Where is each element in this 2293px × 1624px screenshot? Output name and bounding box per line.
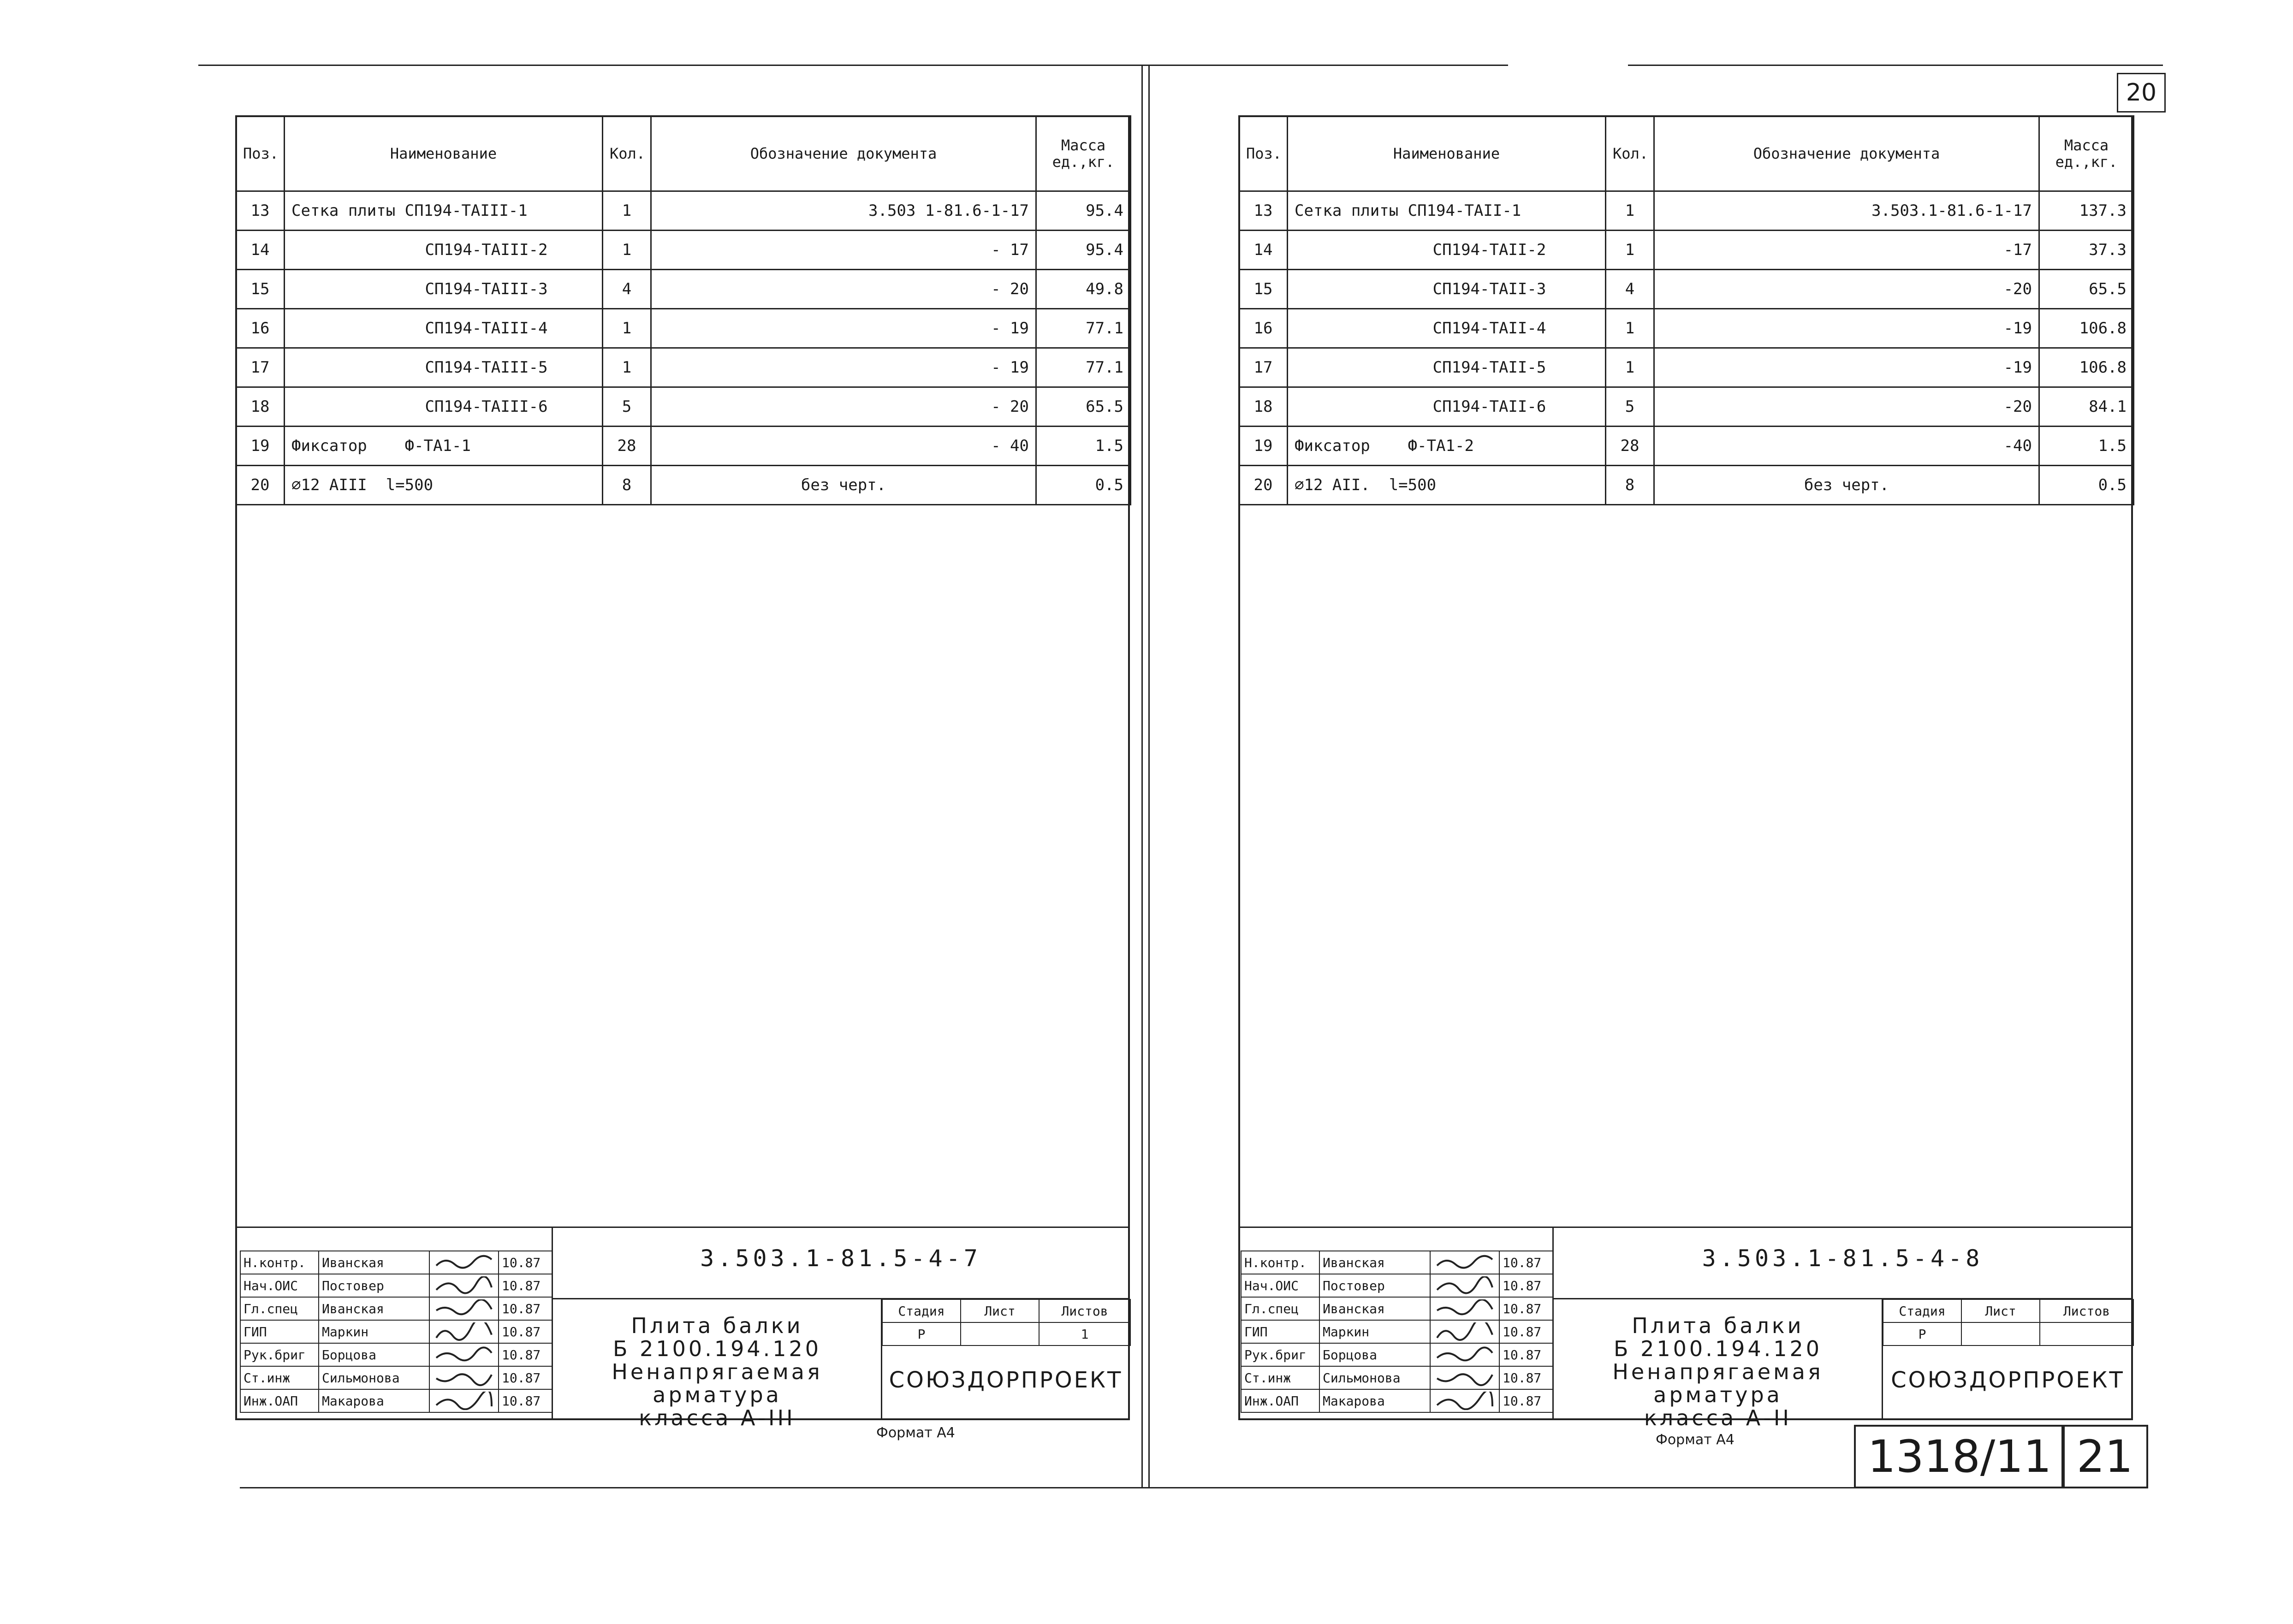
col-name-header: Наименование [1288,116,1606,191]
signature-row: Инж.ОАП Макарова 10.87 [1241,1389,1553,1412]
page-number-top: 20 [2117,73,2166,113]
stage-value-row: Р 1 [882,1322,1130,1345]
signature-mark [429,1251,499,1274]
table-row: 14 СП194-ТАII-2 1 -17 37.3 [1239,231,2134,270]
signature-mark [429,1274,499,1297]
left-title: Плита балки Б 2100.194.120 Ненапрягаемая арматура класса А-III [612,1313,823,1430]
signature-row: Инж.ОАП Макарова 10.87 [240,1389,552,1412]
table-row: 20 ⌀12 AII. l=500 8 без черт. 0.5 [1239,466,2134,505]
signature-row: Нач.ОИС Постовер 10.87 [240,1274,552,1297]
signature-mark [429,1320,499,1343]
col-pos-header: Поз. [1239,116,1288,191]
right-signature-table [1241,1251,1553,1413]
signature-row: Гл.спец Иванская 10.87 [1241,1297,1553,1320]
right-format-label: Формат А4 [1656,1432,1735,1448]
table-row: 19 Фиксатор Ф-ТА1-1 28 - 40 1.5 [236,427,1131,466]
col-qty-header: Кол. [603,116,651,191]
table-row: 19 Фиксатор Ф-ТА1-2 28 -40 1.5 [1239,427,2134,466]
left-signature-table [240,1251,552,1413]
table-row: 16 СП194-ТАII-4 1 -19 106.8 [1239,309,2134,348]
table-row: 17 СП194-ТАII-5 1 -19 106.8 [1239,348,2134,387]
signature-row: Рук.бриг Борцова 10.87 [1241,1343,1553,1366]
signature-row: Рук.бриг Борцова 10.87 [240,1343,552,1366]
signature-mark [1430,1366,1499,1389]
right-doc-code: 3.503.1-81.5-4-8 [1702,1245,1984,1272]
left-organization: СОЮЗДОРПРОЕКТ [889,1367,1123,1393]
spread-top-line [198,65,1508,66]
table-row: 20 ⌀12 AIII l=500 8 без черт. 0.5 [236,466,1131,505]
col-doc-header: Обозначение документа [651,116,1036,191]
signature-row: Гл.спец Иванская 10.87 [240,1297,552,1320]
col-mass-header: Масса ед.,кг. [2039,116,2134,191]
left-format-label: Формат А4 [876,1425,955,1441]
signature-mark [1430,1343,1499,1366]
right-organization: СОЮЗДОРПРОЕКТ [1891,1367,2125,1393]
left-stage-table [882,1299,1131,1346]
table-row: 14 СП194-ТАIII-2 1 - 17 95.4 [236,231,1131,270]
right-title: Плита балки Б 2100.194.120 Ненапрягаемая арматура класса А-II [1612,1313,1824,1430]
stage-label-row: Стадия Лист Листов [882,1299,1130,1322]
archive-number-box: 1318/11 [1854,1425,2065,1488]
right-spec-table [1238,115,2134,505]
table-row: 15 СП194-ТАII-3 4 -20 65.5 [1239,270,2134,309]
signature-row: Ст.инж Сильмонова 10.87 [240,1366,552,1389]
archive-page-box: 21 [2061,1425,2148,1488]
signature-row: Н.контр. Иванская 10.87 [240,1251,552,1274]
signature-row: ГИП Маркин 10.87 [240,1320,552,1343]
table-row: 17 СП194-ТАIII-5 1 - 19 77.1 [236,348,1131,387]
col-doc-header: Обозначение документа [1654,116,2039,191]
stage-value-row: Р [1883,1322,2133,1345]
signature-row: Н.контр. Иванская 10.87 [1241,1251,1553,1274]
left-header-row [236,116,1131,191]
signature-row: Ст.инж Сильмонова 10.87 [1241,1366,1553,1389]
spine-line-right [1148,65,1150,1487]
signature-mark [1430,1389,1499,1412]
table-row: 16 СП194-ТАIII-4 1 - 19 77.1 [236,309,1131,348]
table-row: 18 СП194-ТАIII-6 5 - 20 65.5 [236,387,1131,427]
col-qty-header: Кол. [1606,116,1654,191]
left-spec-table [235,115,1131,505]
signature-mark [1430,1297,1499,1320]
signature-mark [429,1366,499,1389]
table-row: 18 СП194-ТАII-6 5 -20 84.1 [1239,387,2134,427]
signature-mark [429,1389,499,1412]
signature-mark [1430,1320,1499,1343]
signature-mark [429,1297,499,1320]
right-stage-table [1883,1299,2134,1346]
right-header-row [1239,116,2134,191]
table-row: 13 Сетка плиты СП194-ТАIII-1 1 3.503 1-81.6-1-17 95.4 [236,191,1131,231]
signature-row: ГИП Маркин 10.87 [1241,1320,1553,1343]
stage-label-row: Стадия Лист Листов [1883,1299,2133,1322]
signature-mark [1430,1274,1499,1297]
table-row: 13 Сетка плиты СП194-ТАII-1 1 3.503.1-81.6-1-17 137.3 [1239,191,2134,231]
signature-mark [429,1343,499,1366]
left-doc-code: 3.503.1-81.5-4-7 [700,1245,981,1272]
spine-line-left [1141,65,1143,1487]
col-mass-header: Масса ед.,кг. [1036,116,1131,191]
signature-row: Нач.ОИС Постовер 10.87 [1241,1274,1553,1297]
signature-mark [1430,1251,1499,1274]
table-row: 15 СП194-ТАIII-3 4 - 20 49.8 [236,270,1131,309]
col-name-header: Наименование [285,116,603,191]
col-pos-header: Поз. [236,116,285,191]
spread-top-line-right [1628,65,2163,66]
